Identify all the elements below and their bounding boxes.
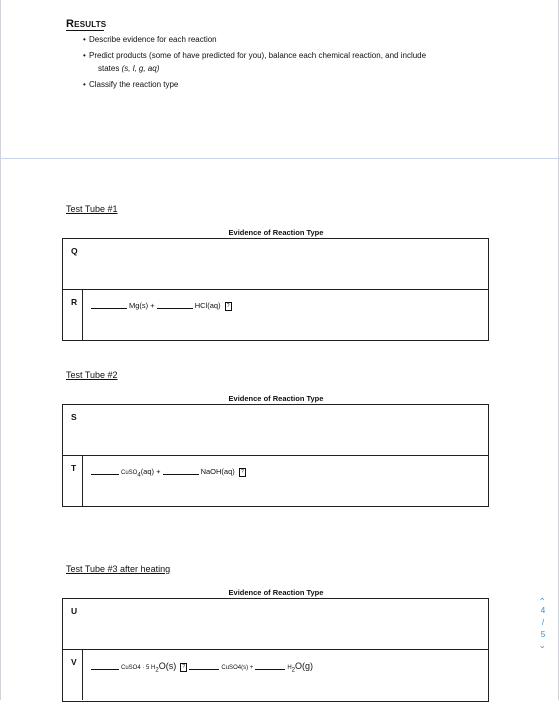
page-edge bbox=[558, 0, 559, 700]
table-row bbox=[63, 239, 488, 290]
column-divider bbox=[82, 456, 83, 506]
equation: CuSO$_4$(aq) + NaOH(aq) ? bbox=[91, 467, 246, 479]
page-edge bbox=[0, 0, 1, 700]
table-row bbox=[63, 650, 488, 700]
list-item: • Predict products (some of have predicted for you), balance each chemical reaction, and include states (s, l, g, aq) bbox=[83, 49, 503, 75]
reaction-table bbox=[62, 598, 489, 702]
page-navigator bbox=[535, 593, 551, 653]
reaction-table bbox=[62, 404, 489, 507]
row-letter: Q bbox=[71, 246, 78, 256]
evidence-label: Evidence of Reaction Type bbox=[228, 228, 324, 237]
table-row bbox=[63, 405, 488, 456]
equation: CuSO4 · 5 $H_2O(s)$ ? CuSO4(s) + $H_2O(g)$ bbox=[91, 661, 313, 674]
results-heading: RESULTS bbox=[66, 18, 107, 30]
blank-line bbox=[255, 669, 285, 670]
row-letter: S bbox=[71, 412, 77, 422]
row-letter: V bbox=[71, 657, 77, 667]
instructions-list bbox=[83, 33, 503, 94]
blank-line bbox=[91, 308, 127, 309]
page-separator: / bbox=[541, 618, 545, 627]
list-item: • Describe evidence for each reaction bbox=[83, 33, 503, 46]
column-divider bbox=[82, 650, 83, 700]
heading-underline bbox=[66, 30, 104, 31]
current-page: 4 bbox=[540, 606, 546, 615]
reaction-table bbox=[62, 238, 489, 341]
list-item: • Classify the reaction type bbox=[83, 78, 503, 91]
tube-title: Test Tube #1 bbox=[66, 204, 118, 214]
page-break bbox=[0, 158, 560, 159]
chevron-down-icon[interactable]: › bbox=[538, 645, 548, 649]
chevron-up-icon[interactable]: ‹ bbox=[538, 597, 548, 601]
blank-line bbox=[189, 669, 219, 670]
arrow-icon: ? bbox=[180, 663, 187, 672]
blank-line bbox=[157, 308, 193, 309]
blank-line bbox=[91, 669, 119, 670]
arrow-icon: ? bbox=[239, 468, 246, 477]
table-row bbox=[63, 456, 488, 506]
row-letter: R bbox=[71, 297, 78, 307]
table-row bbox=[63, 290, 488, 340]
table-row bbox=[63, 599, 488, 650]
evidence-label: Evidence of Reaction Type bbox=[228, 394, 324, 403]
row-letter: U bbox=[71, 606, 78, 616]
row-letter: T bbox=[71, 463, 77, 473]
evidence-label: Evidence of Reaction Type bbox=[228, 588, 324, 597]
tube-title: Test Tube #2 bbox=[66, 370, 118, 380]
blank-line bbox=[91, 474, 119, 475]
arrow-icon: ? bbox=[225, 302, 232, 311]
blank-line bbox=[163, 474, 199, 475]
total-pages: 5 bbox=[540, 630, 546, 639]
column-divider bbox=[82, 290, 83, 340]
equation: Mg(s) + HCl(aq) ? bbox=[91, 301, 232, 311]
tube-title: Test Tube #3 after heating bbox=[66, 564, 171, 574]
